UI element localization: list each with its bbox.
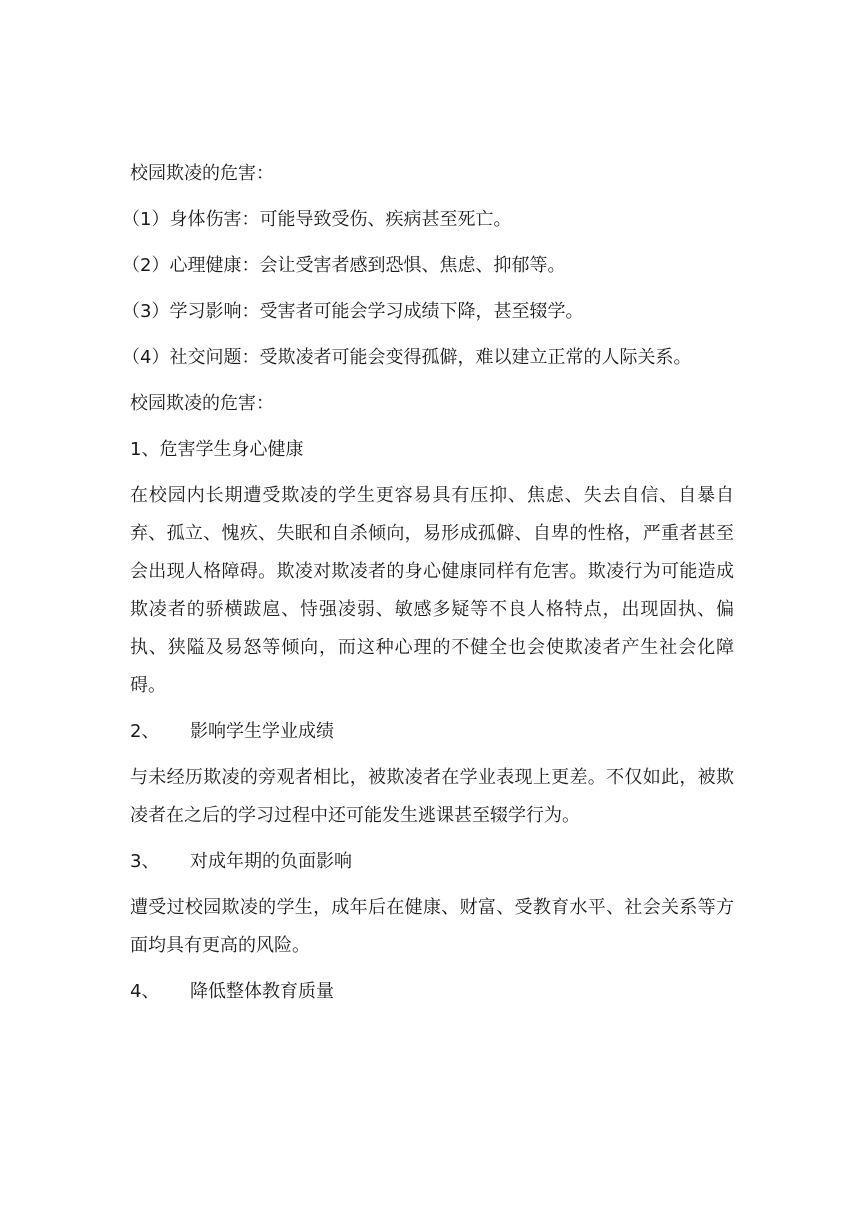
point-heading (130, 973, 734, 1011)
list-item: （2）心理健康：会让受害者感到恐惧、焦虑、抑郁等。 (122, 255, 566, 276)
document-body (122, 155, 734, 1019)
point-number: 4、 (130, 981, 160, 1002)
list-item: （3）学习影响：受害者可能会学习成绩下降，甚至辍学。 (122, 301, 584, 322)
point-heading-text: 降低整体教育质量 (190, 981, 334, 1002)
point-number: 3、 (130, 851, 160, 872)
point-heading-text: 对成年期的负面影响 (190, 851, 352, 872)
list-item: （4）社交问题：受欺凌者可能会变得孤僻，难以建立正常的人际关系。 (122, 347, 692, 368)
point-number: 2、 (130, 721, 160, 742)
point-heading (130, 843, 734, 881)
point-body: 在校园内长期遭受欺凌的学生更容易具有压抑、焦虑、失去自信、自暴自弃、孤立、愧疚、失眠和自杀倾向，易形成孤僻、自卑的性格，严重者甚至会出现人格障碍。欺凌对欺凌者的身心健康同样有危害。欺凌行为可能造成欺凌者的骄横跋扈、恃强凌弱、敏感多疑等不良人格特点，出现固执、偏执、狭隘及易怒等倾向，而这种心理的不健全也会使欺凌者产生社会化障碍。 (130, 485, 734, 696)
point-body: 遭受过校园欺凌的学生，成年后在健康、财富、受教育水平、社会关系等方面均具有更高的风险。 (130, 897, 734, 956)
list-item: （1）身体伤害：可能导致受伤、疾病甚至死亡。 (122, 209, 512, 230)
section-title: 校园欺凌的危害： (130, 163, 274, 184)
point-heading (130, 713, 734, 751)
point-heading-text: 影响学生学业成绩 (190, 721, 334, 742)
point-heading: 1、危害学生身心健康 (130, 439, 304, 460)
point-body: 与未经历欺凌的旁观者相比，被欺凌者在学业表现上更差。不仅如此，被欺凌者在之后的学习过程中还可能发生逃课甚至辍学行为。 (130, 767, 734, 826)
section-title: 校园欺凌的危害： (130, 393, 274, 414)
